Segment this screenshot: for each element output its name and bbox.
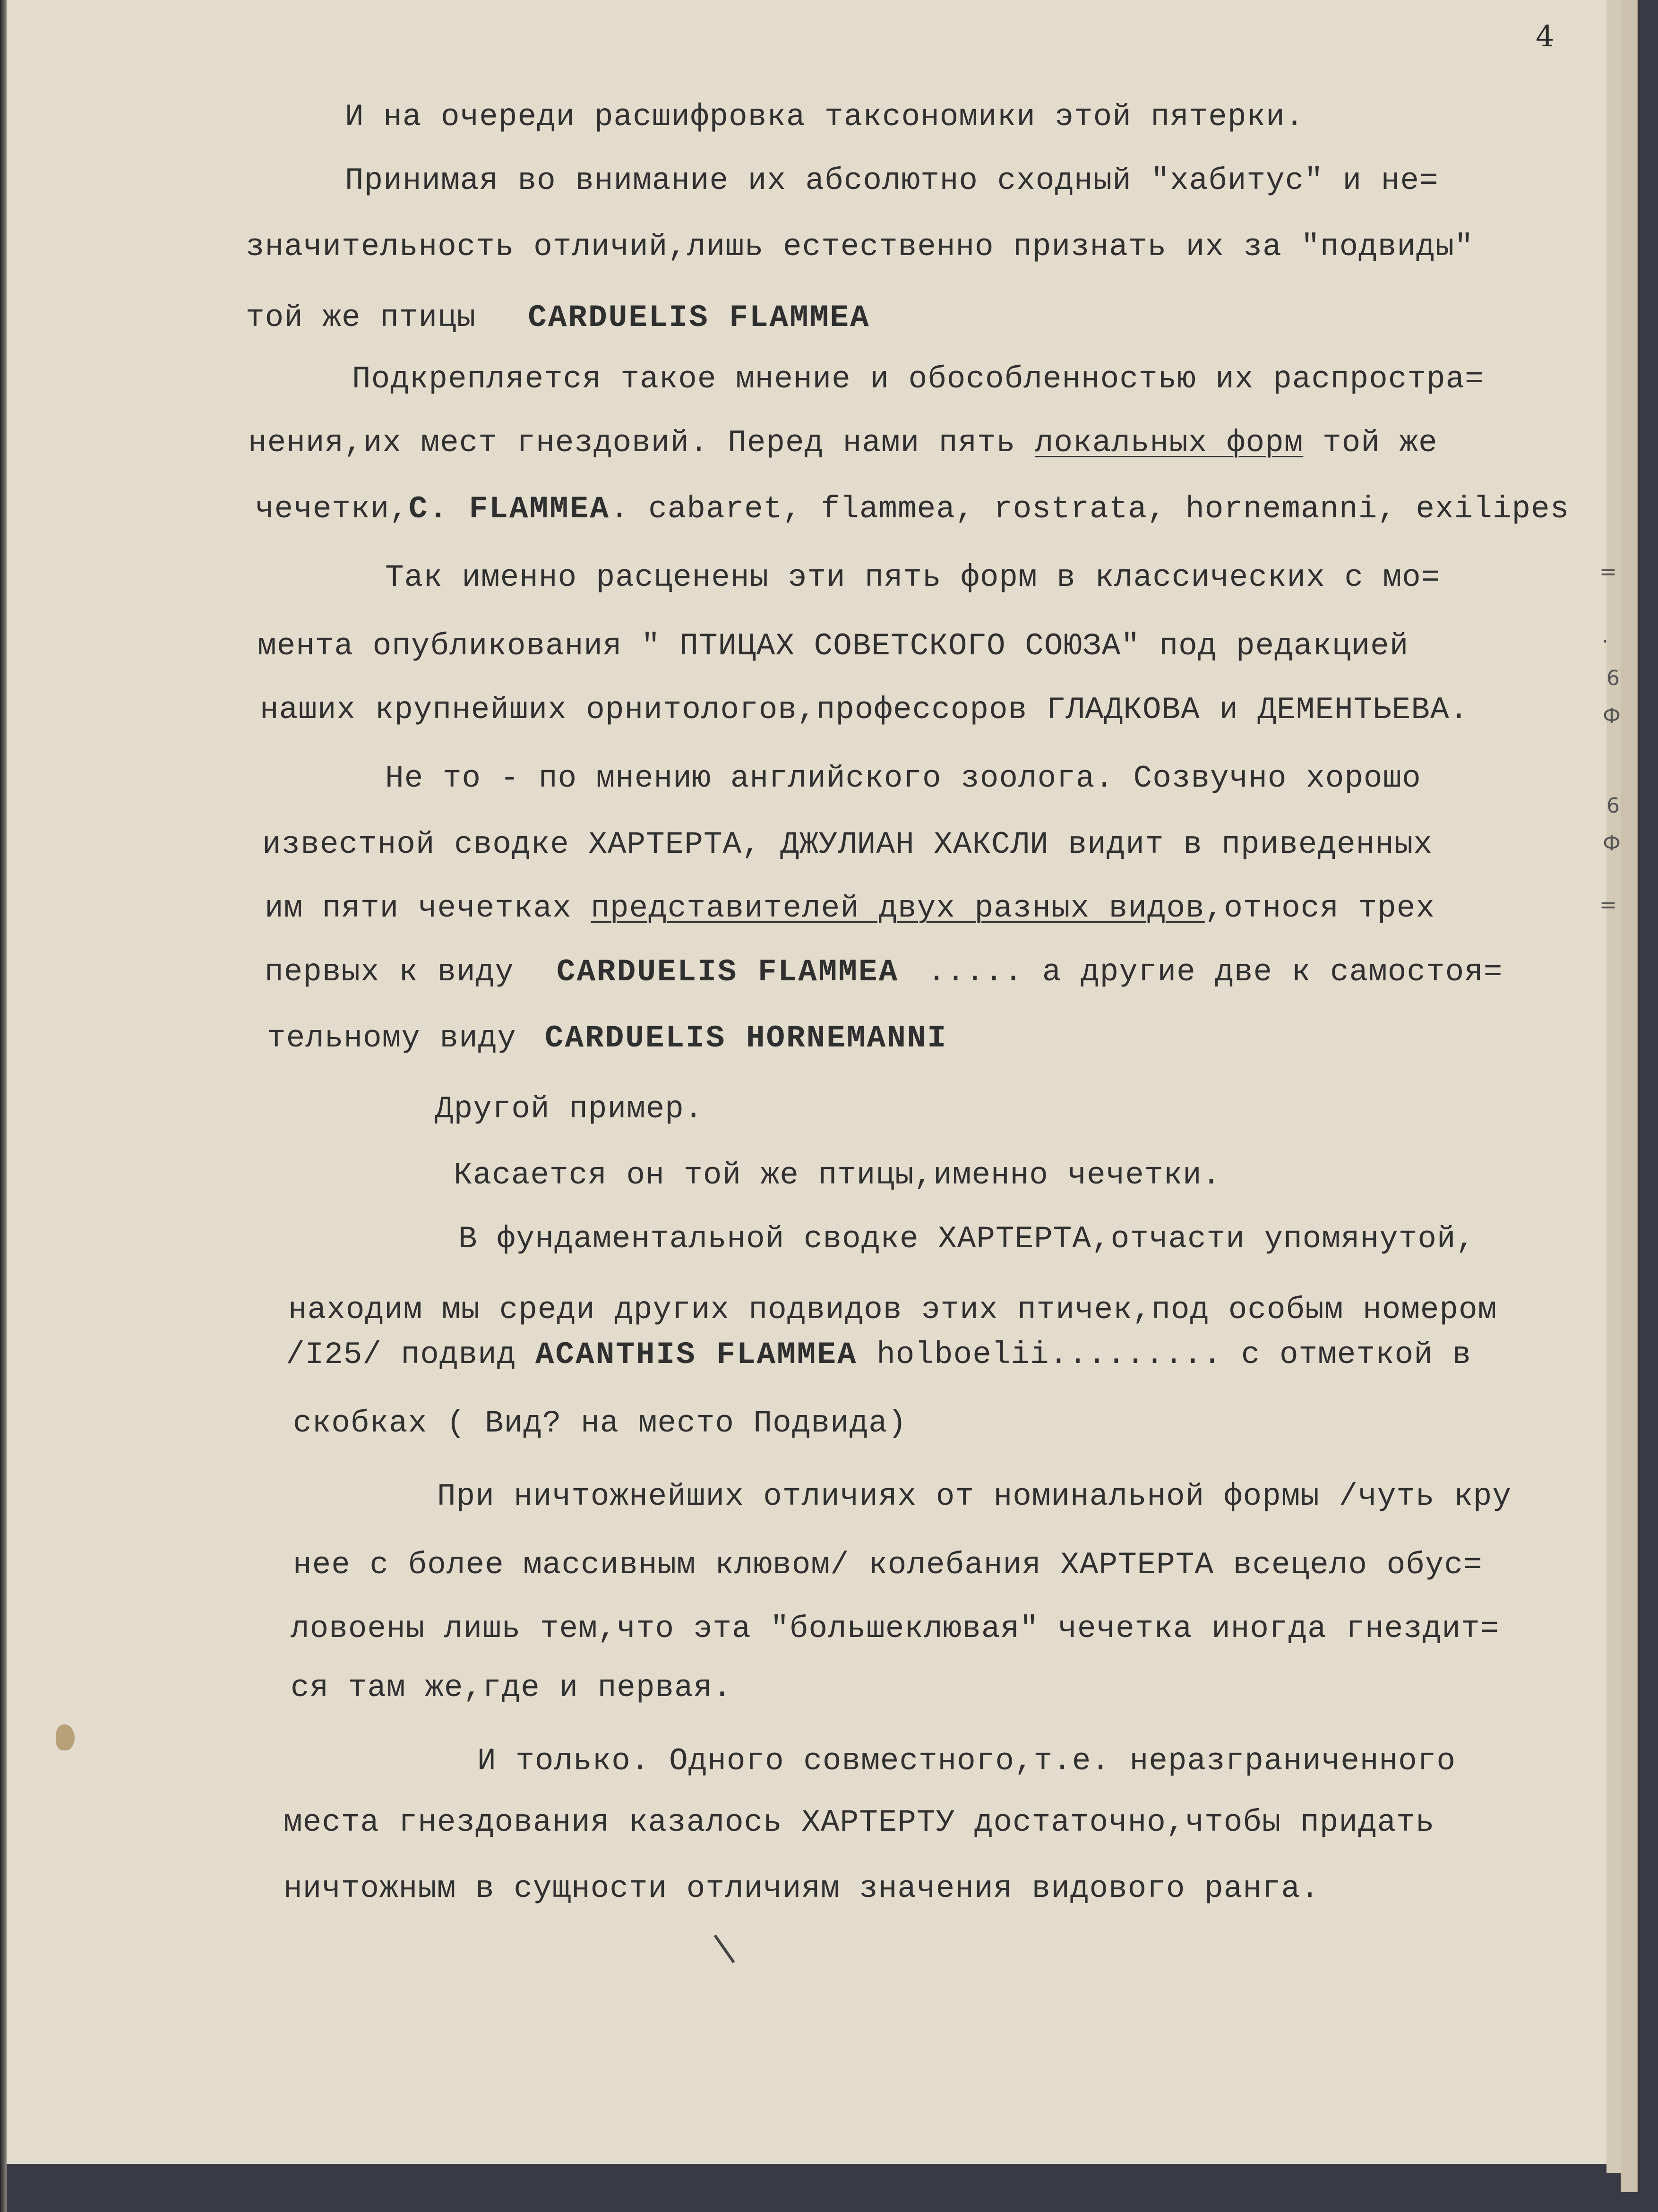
- text-line: ловоены лишь тем,что эта "большеклювая" чечетка иногда гнездит=: [291, 1611, 1500, 1646]
- text-line: Касается он той же птицы,именно чечетки.: [454, 1157, 1221, 1193]
- text-fragment: чечетки,: [255, 491, 409, 527]
- text-fragment: первых к виду: [265, 954, 514, 990]
- text-line: наших крупнейших орнитологов,профессоров ГЛАДКОВА и ДЕМЕНТЬЕВА.: [260, 692, 1469, 728]
- text-line: [265, 893, 1435, 924]
- latin-name: CARDUELIS FLAMMEA: [528, 300, 870, 335]
- text-line: значительность отличий,лишь естественно признать их за "подвиды": [246, 229, 1474, 265]
- text-line: И только. Одного совместного,т.е. неразграниченного: [477, 1743, 1456, 1779]
- text-line: [248, 425, 1438, 461]
- latin-subspecies: holboelii: [876, 1337, 1049, 1372]
- edge-mark: Ф: [1603, 704, 1621, 728]
- text-fragment: им пяти чечетках: [265, 891, 572, 926]
- latin-name: C. FLAMMEA: [408, 491, 610, 527]
- latin-name: ACANTHIS FLAMMEA: [535, 1337, 858, 1372]
- text-line: ся там же,где и первая.: [291, 1670, 732, 1706]
- edge-mark: =: [1599, 893, 1617, 917]
- text-line: И на очереди расшифровка таксономики этой пятерки.: [345, 99, 1305, 135]
- text-fragment: тельному виду: [267, 1020, 516, 1056]
- text-line: Не то - по мнению английского зоолога. Созвучно хорошо: [385, 761, 1421, 796]
- text-line: известной сводке ХАРТЕРТА, ДЖУЛИАН ХАКСЛИ видит в приведенных: [262, 827, 1433, 862]
- text-fragment: ,относя трех: [1204, 891, 1435, 926]
- text-line: [267, 1020, 948, 1056]
- text-line: [255, 491, 1570, 527]
- text-line: [265, 954, 1503, 990]
- text-line: Принимая во внимание их абсолютно сходный "хабитус" и не=: [345, 163, 1439, 198]
- text-line: мента опубликования " ПТИЦАХ СОВЕТСКОГО СОЮЗА" под редакцией: [258, 628, 1409, 664]
- edge-mark: Ф: [1603, 832, 1621, 856]
- page-number: 4: [1536, 19, 1555, 53]
- underlined-term: локальных форм: [1034, 425, 1304, 461]
- text-line: нее с более массивным клювом/ колебания ХАРТЕРТА всецело обус=: [293, 1547, 1483, 1583]
- edge-mark: =: [1599, 560, 1617, 584]
- latin-list: . cabaret, flammea, rostrata, hornemanni, exilipes: [610, 491, 1570, 527]
- edge-mark: 6: [1606, 794, 1620, 818]
- text-line: В фундаментальной сводке ХАРТЕРТА,отчасти упомянутой,: [458, 1221, 1476, 1257]
- text-fragment: той же: [1322, 425, 1438, 461]
- text-fragment: /I25/ подвид: [286, 1337, 516, 1372]
- text-line: Подкрепляется такое мнение и обособленностью их распростра=: [352, 361, 1484, 397]
- text-fragment: нения,их мест гнездовий. Перед нами пять: [248, 425, 1016, 461]
- text-fragment: ..... а другие две к самостоя=: [927, 954, 1503, 990]
- text-line: [246, 302, 870, 334]
- text-fragment: ......... с отметкой в: [1049, 1337, 1472, 1372]
- text-line: При ничтожнейших отличиях от номинальной формы /чуть кру: [437, 1479, 1512, 1514]
- latin-name: CARDUELIS FLAMMEA: [556, 954, 899, 990]
- text-line: места гнездования казалось ХАРТЕРТУ достаточно,чтобы придать: [283, 1805, 1435, 1840]
- edge-mark: .: [1602, 624, 1608, 648]
- text-line: [286, 1339, 1471, 1371]
- text-line: Другой пример.: [435, 1091, 704, 1127]
- text-line: Так именно расценены эти пять форм в классических с мо=: [385, 560, 1441, 595]
- page-left-edge: [0, 0, 7, 2212]
- text-line: скобках ( Вид? на место Подвида): [293, 1406, 907, 1441]
- underlying-sheet-edge: [1606, 0, 1622, 2173]
- underlined-term: представителей двух разных видов: [591, 891, 1205, 926]
- underlying-sheet-edge-2: [1621, 0, 1638, 2192]
- edge-mark: 6: [1606, 666, 1620, 690]
- text-fragment: той же птицы: [246, 300, 476, 335]
- ink-blot: [56, 1724, 75, 1750]
- latin-name: CARDUELIS HORNEMANNI: [544, 1020, 948, 1056]
- text-line: находим мы среди других подвидов этих птичек,под особым номером: [288, 1292, 1497, 1328]
- text-line: ничтожным в сущности отличиям значения видового ранга.: [283, 1871, 1320, 1906]
